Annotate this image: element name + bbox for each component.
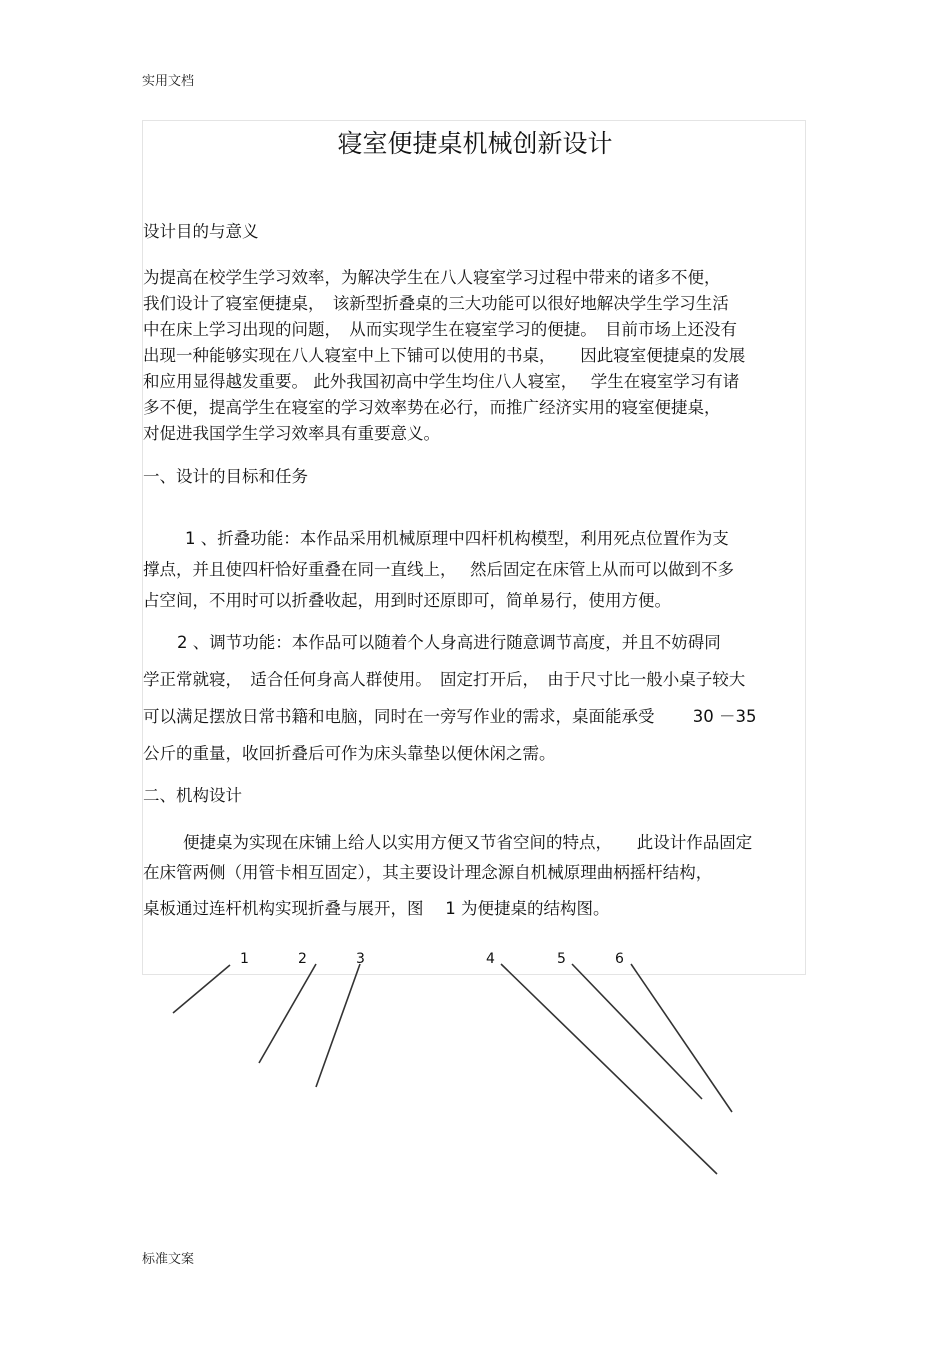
figure-label-6: 6	[615, 951, 624, 967]
figure-label-4: 4	[486, 951, 495, 967]
page-header: 实用文档	[142, 74, 195, 89]
paragraph-line: 出现一种能够实现在八人寝室中上下铺可以使用的书桌， 因此寝室便捷桌的发展	[143, 346, 746, 365]
paragraph-line: 便捷桌为实现在床铺上给人以实用方便又节省空间的特点， 此设计作品固定	[183, 833, 753, 852]
figure-label-1: 1	[240, 951, 249, 967]
paragraph-line: 中在床上学习出现的问题， 从而实现学生在寝室学习的便捷。 目前市场上还没有	[143, 320, 737, 339]
leader-line-2	[259, 964, 316, 1063]
leader-line-6	[631, 964, 732, 1112]
paragraph-line: 1 、折叠功能：本作品采用机械原理中四杆机构模型，利用死点位置作为支	[185, 529, 729, 548]
paragraph-line: 撑点，并且使四杆恰好重叠在同一直线上， 然后固定在床管上从而可以做到不多	[143, 560, 734, 579]
section-heading-two: 二、机构设计	[143, 786, 242, 805]
paragraph-line: 多不便，提高学生在寝室的学习效率势在必行，而推广经济实用的寝室便捷桌，	[143, 398, 721, 417]
figure-label-2: 2	[298, 951, 307, 967]
leader-line-4	[501, 964, 717, 1174]
paragraph-line: 学正常就寝， 适合任何身高人群使用。 固定打开后， 由于尺寸比一般小桌子较大	[143, 670, 746, 689]
paragraph-line: 2 、调节功能：本作品可以随着个人身高进行随意调节高度，并且不妨碍同	[177, 633, 721, 652]
paragraph-line: 在床管两侧（用管卡相互固定），其主要设计理念源自机械原理曲柄摇杆结构，	[143, 863, 713, 882]
section-heading-one: 一、设计的目标和任务	[143, 467, 308, 486]
section-heading-purpose: 设计目的与意义	[143, 222, 259, 241]
paragraph-line: 和应用显得越发重要。 此外我国初高中学生均住八人寝室， 学生在寝室学习有诸	[143, 372, 740, 391]
leader-line-1	[173, 965, 230, 1013]
paragraph-line: 桌板通过连杆机构实现折叠与展开，图 1 为便捷桌的结构图。	[143, 899, 610, 918]
leader-line-5	[572, 964, 702, 1099]
paragraph-line: 对促进我国学生学习效率具有重要意义。	[143, 424, 440, 443]
document-title: 寝室便捷桌机械创新设计	[337, 129, 613, 158]
paragraph-line: 占空间，不用时可以折叠收起，用到时还原即可，简单易行，使用方便。	[143, 591, 671, 610]
figure-label-3: 3	[356, 951, 365, 967]
leader-line-3	[316, 964, 360, 1087]
paragraph-line: 我们设计了寝室便捷桌， 该新型折叠桌的三大功能可以很好地解决学生学习生活	[143, 294, 729, 313]
page-footer: 标准文案	[142, 1252, 195, 1267]
paragraph-line: 为提高在校学生学习效率，为解决学生在八人寝室学习过程中带来的诸多不便，	[143, 268, 721, 287]
paragraph-line: 公斤的重量，收回折叠后可作为床头靠垫以便休闲之需。	[143, 744, 556, 763]
figure-label-5: 5	[557, 951, 566, 967]
paragraph-line: 可以满足摆放日常书籍和电脑，同时在一旁写作业的需求，桌面能承受 30 －35	[143, 707, 757, 726]
